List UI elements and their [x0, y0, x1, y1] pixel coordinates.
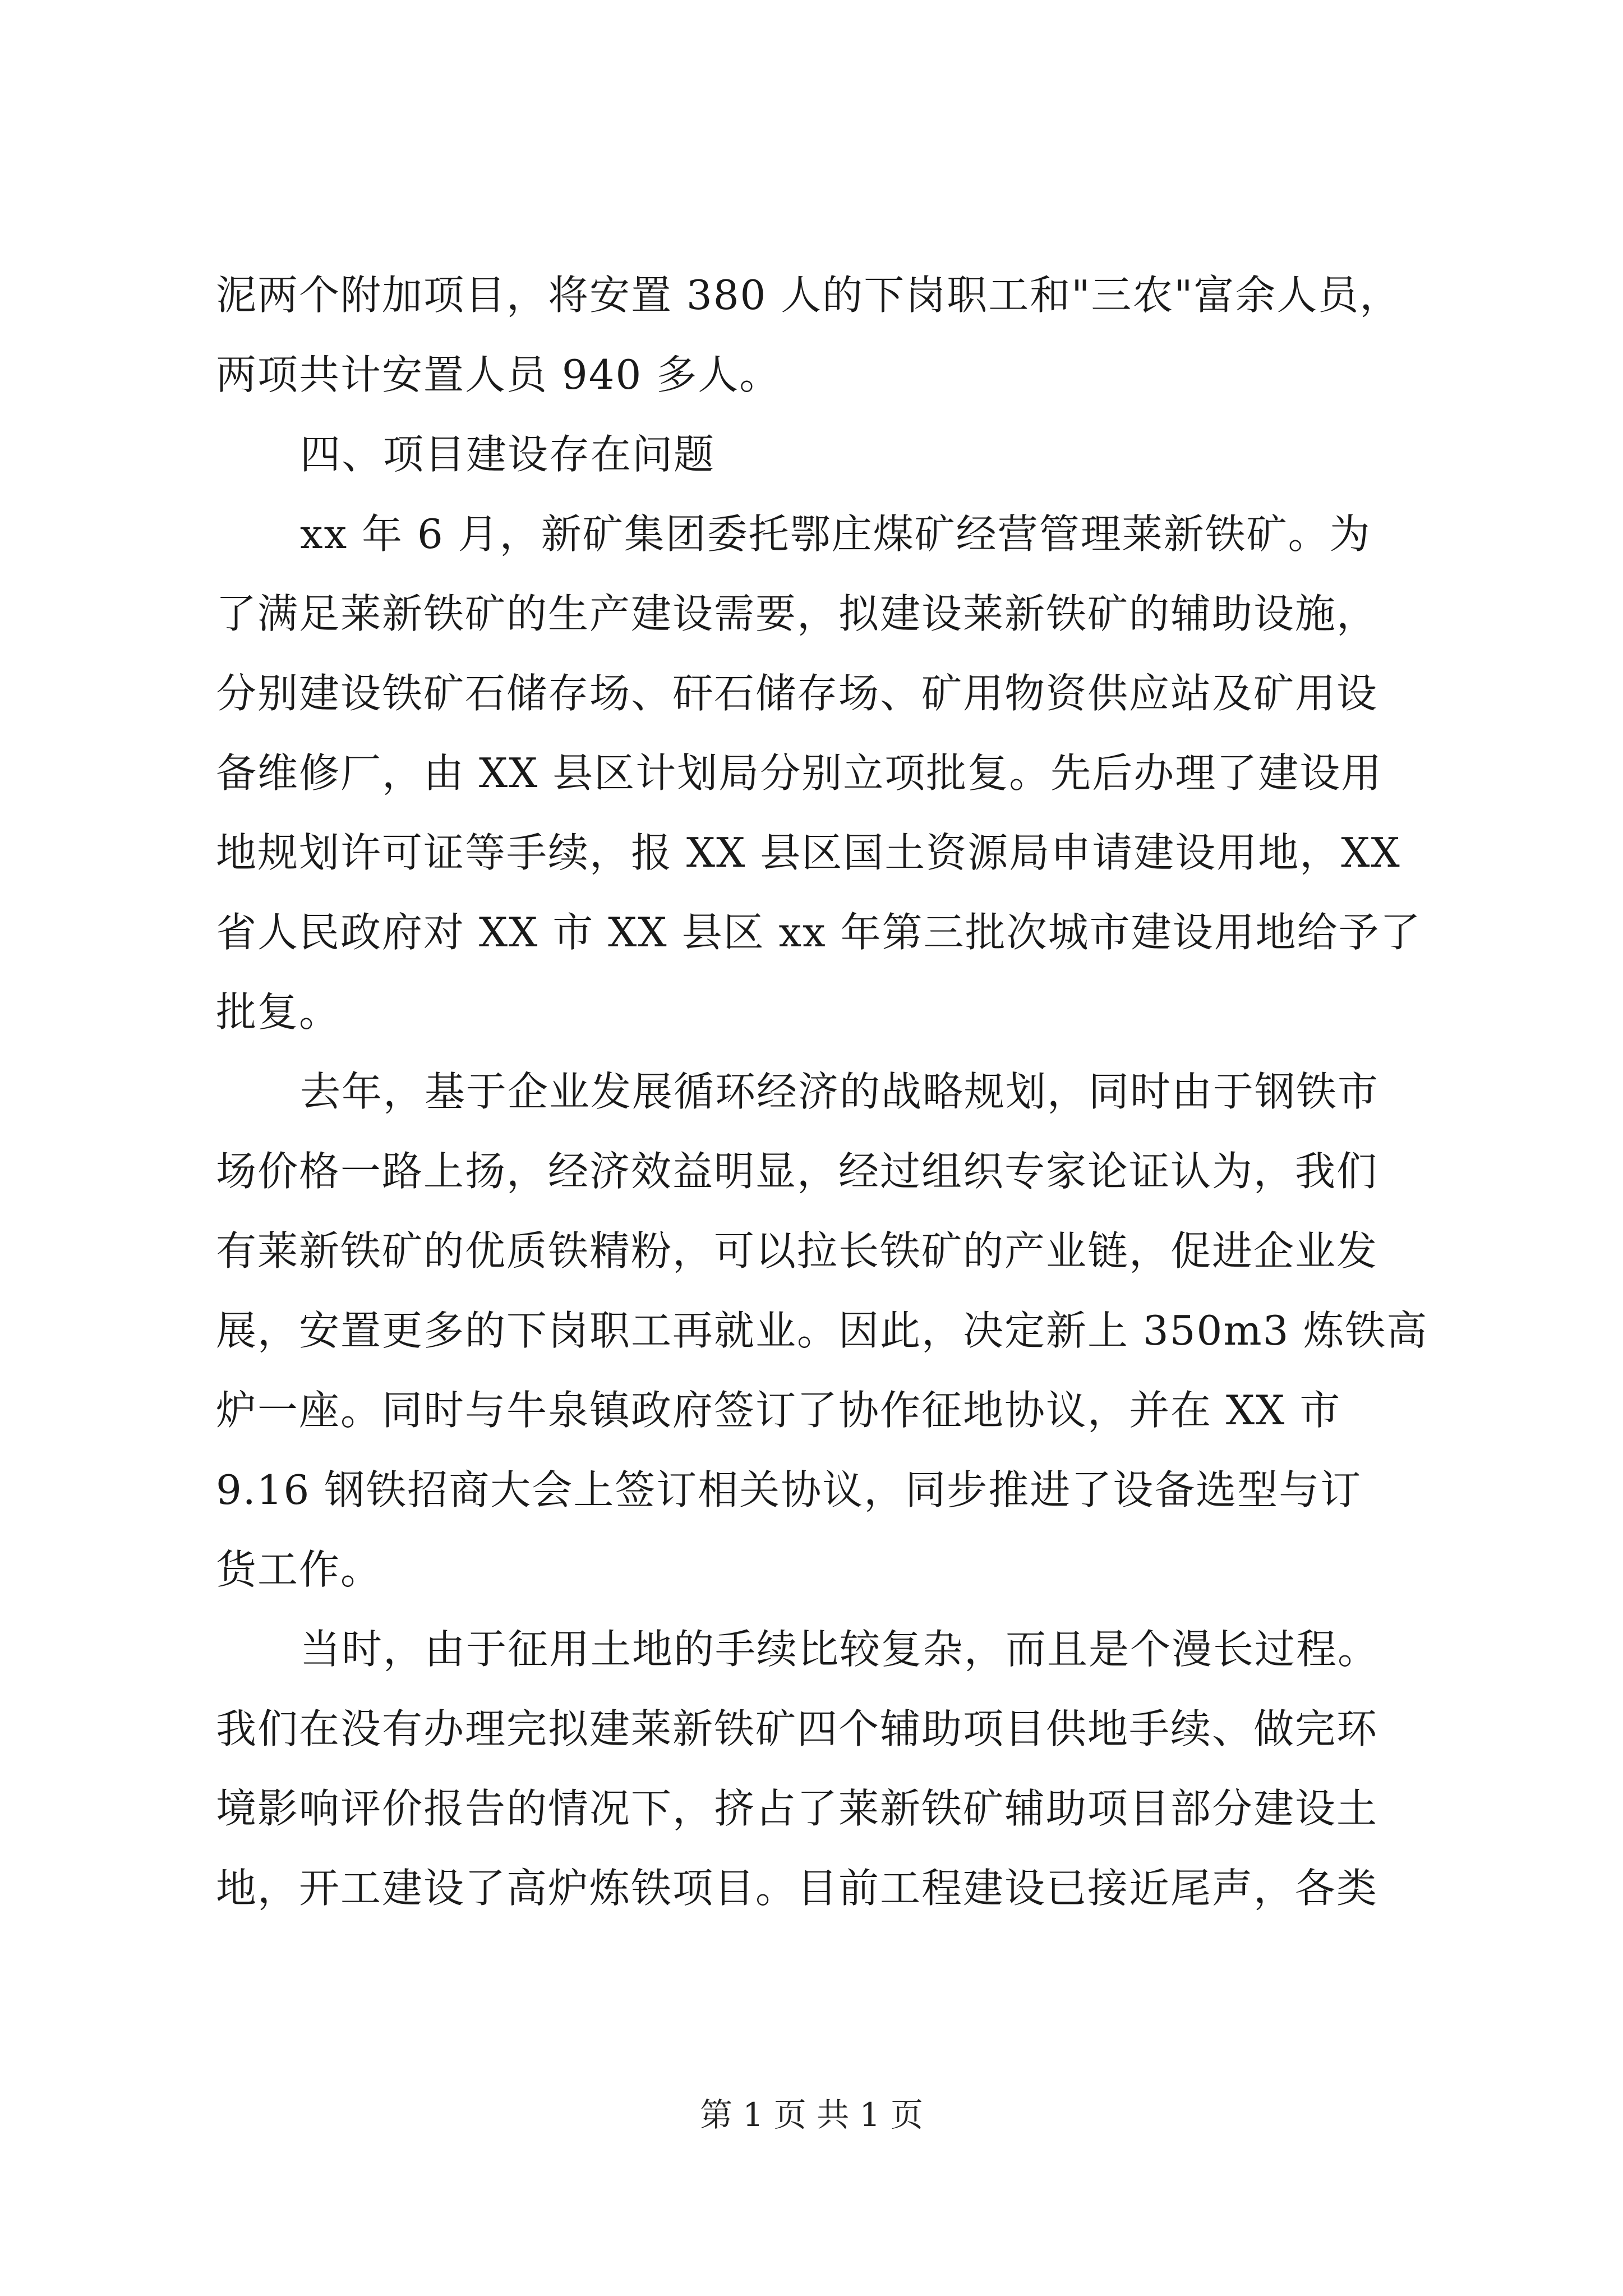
text-line: 泥两个附加项目，将安置 380 人的下岗职工和"三农"富余人员， [216, 272, 1401, 319]
text-line: 地，开工建设了高炉炼铁项目。目前工程建设已接近尾声，各类 [216, 1865, 1378, 1912]
text-line: 四、项目建设存在问题 [300, 431, 716, 478]
text-line: 场价格一路上扬，经济效益明显，经过组织专家论证认为，我们 [216, 1148, 1378, 1195]
text-line: xx 年 6 月，新矿集团委托鄂庄煤矿经营管理莱新铁矿。为 [300, 510, 1371, 558]
text-line: 炉一座。同时与牛泉镇政府签订了协作征地协议，并在 XX 市 [216, 1387, 1341, 1434]
text-line: 去年，基于企业发展循环经济的战略规划，同时由于钢铁市 [300, 1068, 1380, 1115]
text-line: 货工作。 [216, 1546, 382, 1593]
text-line: 省人民政府对 XX 市 XX 县区 xx 年第三批次城市建设用地给予了 [216, 909, 1422, 956]
text-line: 批复。 [216, 988, 341, 1036]
text-line: 9.16 钢铁招商大会上签订相关协议，同步推进了设备选型与订 [216, 1466, 1362, 1513]
document-body [216, 255, 1438, 1928]
text-line: 两项共计安置人员 940 多人。 [216, 351, 781, 398]
text-line: 当时，由于征用土地的手续比较复杂，而且是个漫长过程。 [300, 1626, 1380, 1673]
text-line: 展，安置更多的下岗职工再就业。因此，决定新上 350m3 炼铁高 [216, 1307, 1428, 1354]
text-line: 有莱新铁矿的优质铁精粉，可以拉长铁矿的产业链，促进企业发 [216, 1227, 1378, 1274]
text-line: 了满足莱新铁矿的生产建设需要，拟建设莱新铁矿的辅助设施， [216, 590, 1378, 637]
text-line: 地规划许可证等手续，报 XX 县区国土资源局申请建设用地，XX [216, 829, 1401, 876]
text-line: 备维修厂，由 XX 县区计划局分别立项批复。先后办理了建设用 [216, 749, 1383, 797]
text-line: 我们在没有办理完拟建莱新铁矿四个辅助项目供地手续、做完环 [216, 1705, 1378, 1752]
text-line: 境影响评价报告的情况下，挤占了莱新铁矿辅助项目部分建设土 [216, 1785, 1378, 1832]
text-line: 分别建设铁矿石储存场、矸石储存场、矿用物资供应站及矿用设 [216, 670, 1378, 717]
page-footer: 第 1 页 共 1 页 [700, 2096, 923, 2134]
